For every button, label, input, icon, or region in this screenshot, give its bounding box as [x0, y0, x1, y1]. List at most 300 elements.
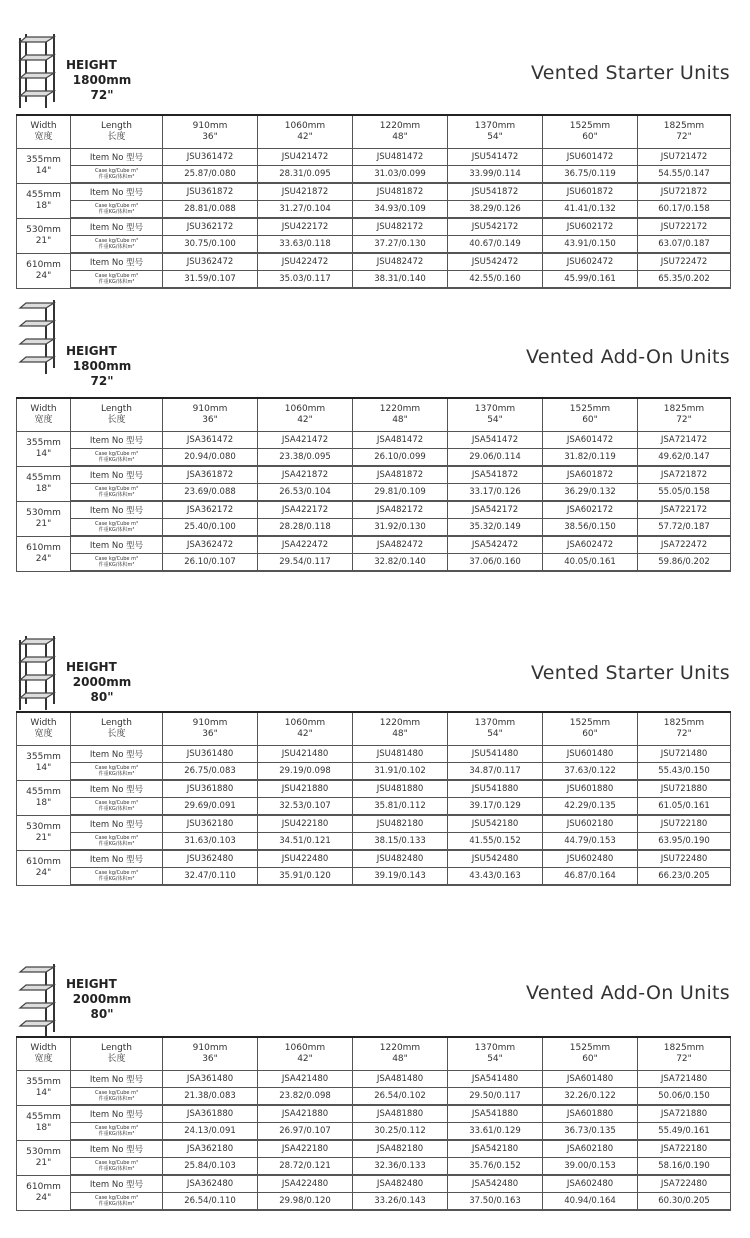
length-mm: 1220mm — [379, 403, 421, 414]
item-no-cell: JSU542472 — [448, 253, 543, 271]
width-in: 14" — [35, 165, 52, 176]
case-label-en: Case kg/Cube m³ — [95, 556, 138, 562]
case-cell: 26.10/0.107 — [163, 554, 258, 572]
item-no-cell: JSA541480 — [448, 1070, 543, 1088]
item-no-cell: JSU721880 — [638, 780, 731, 798]
case-cell: 23.82/0.098 — [258, 1088, 353, 1106]
length-in: 48" — [392, 131, 408, 142]
width-in: 18" — [35, 483, 52, 494]
length-col-header — [353, 398, 448, 431]
length-mm: 1825mm — [663, 717, 705, 728]
item-no-cell: JSA481472 — [353, 431, 448, 449]
item-no-cell: JSA422180 — [258, 1140, 353, 1158]
table-row — [17, 449, 731, 467]
table-row — [17, 431, 731, 449]
width-in: 18" — [35, 1122, 52, 1133]
case-cell: 29.50/0.117 — [448, 1088, 543, 1106]
height-heading: HEIGHT — [66, 977, 117, 991]
height-in: 80" — [90, 1007, 114, 1021]
item-no-cell: JSA482472 — [353, 536, 448, 554]
item-no-cell: JSA421480 — [258, 1070, 353, 1088]
width-mm: 455mm — [26, 786, 61, 797]
item-no-cell: JSU482180 — [353, 815, 448, 833]
width-mm: 610mm — [26, 856, 61, 867]
addon-shelf-icon — [16, 300, 60, 376]
case-label — [71, 166, 163, 184]
length-header — [71, 1037, 163, 1070]
case-label-en: Case kg/Cube m³ — [95, 203, 138, 209]
case-cell: 60.30/0.205 — [638, 1193, 731, 1211]
length-in: 36" — [202, 1053, 218, 1064]
case-cell: 38.56/0.150 — [543, 519, 638, 537]
width-in: 18" — [35, 797, 52, 808]
width-in: 14" — [35, 762, 52, 773]
width-in: 14" — [35, 448, 52, 459]
item-no-cell: JSA421872 — [258, 466, 353, 484]
length-col-header — [163, 398, 258, 431]
length-col-header — [638, 712, 731, 745]
case-label-en: Case kg/Cube m³ — [95, 1090, 138, 1096]
width-mm: 530mm — [26, 1146, 61, 1157]
item-no-cell: JSU542480 — [448, 850, 543, 868]
length-mm: 1060mm — [284, 403, 326, 414]
case-cell: 37.63/0.122 — [543, 763, 638, 781]
case-label — [71, 798, 163, 816]
length-col-header — [163, 712, 258, 745]
case-cell: 28.31/0.095 — [258, 166, 353, 184]
item-no-cell: JSU721472 — [638, 148, 731, 166]
case-cell: 26.10/0.099 — [353, 449, 448, 467]
width-mm: 355mm — [26, 154, 61, 165]
item-no-cell: JSA722180 — [638, 1140, 731, 1158]
height-heading: HEIGHT — [66, 58, 117, 72]
case-cell: 29.69/0.091 — [163, 798, 258, 816]
length-col-header — [353, 1037, 448, 1070]
table-row — [17, 253, 731, 271]
case-cell: 29.81/0.109 — [353, 484, 448, 502]
width-in: 24" — [35, 867, 52, 878]
length-mm: 1525mm — [569, 120, 611, 131]
width-cell — [17, 1105, 71, 1140]
case-cell: 35.76/0.152 — [448, 1158, 543, 1176]
case-cell: 28.28/0.118 — [258, 519, 353, 537]
item-no-cell: JSA542472 — [448, 536, 543, 554]
case-cell: 23.38/0.095 — [258, 449, 353, 467]
item-no-cell: JSA362480 — [163, 1175, 258, 1193]
length-header-cn: 长度 — [107, 1053, 126, 1064]
case-cell: 36.73/0.135 — [543, 1123, 638, 1141]
item-no-cell: JSA722480 — [638, 1175, 731, 1193]
section-title: Vented Starter Units — [530, 662, 730, 684]
item-no-cell: JSU721480 — [638, 745, 731, 763]
case-cell: 35.32/0.149 — [448, 519, 543, 537]
item-no-cell: JSA482180 — [353, 1140, 448, 1158]
length-header — [71, 712, 163, 745]
spec-table — [16, 397, 731, 572]
length-header-en: Length — [100, 120, 133, 131]
width-header-cn: 宽度 — [34, 728, 53, 739]
case-cell: 60.17/0.158 — [638, 201, 731, 219]
spec-table — [16, 711, 731, 886]
width-mm: 610mm — [26, 259, 61, 270]
width-header-en: Width — [30, 1042, 57, 1053]
case-cell: 40.94/0.164 — [543, 1193, 638, 1211]
item-no-label: Item No 型号 — [71, 148, 163, 166]
length-in: 48" — [392, 1053, 408, 1064]
table-row — [17, 148, 731, 166]
case-label — [71, 1193, 163, 1211]
item-no-label: Item No 型号 — [71, 1175, 163, 1193]
length-mm: 1220mm — [379, 717, 421, 728]
case-cell: 23.69/0.088 — [163, 484, 258, 502]
length-in: 60" — [582, 414, 598, 425]
case-cell: 39.19/0.143 — [353, 868, 448, 886]
case-cell: 38.15/0.133 — [353, 833, 448, 851]
case-cell: 35.81/0.112 — [353, 798, 448, 816]
section-title: Vented Starter Units — [530, 62, 730, 84]
item-no-label: Item No 型号 — [71, 218, 163, 236]
item-no-label: Item No 型号 — [71, 536, 163, 554]
item-no-cell: JSA362472 — [163, 536, 258, 554]
item-no-cell: JSU361880 — [163, 780, 258, 798]
length-mm: 1220mm — [379, 1042, 421, 1053]
width-in: 14" — [35, 1087, 52, 1098]
case-cell: 44.79/0.153 — [543, 833, 638, 851]
table-row — [17, 1070, 731, 1088]
length-col-header — [258, 712, 353, 745]
width-cell — [17, 431, 71, 466]
item-no-cell: JSU422172 — [258, 218, 353, 236]
item-no-cell: JSA602472 — [543, 536, 638, 554]
item-no-cell: JSU722472 — [638, 253, 731, 271]
case-cell: 50.06/0.150 — [638, 1088, 731, 1106]
height-label — [62, 344, 142, 389]
case-label-cn: 件重KG/体积m³ — [98, 492, 135, 498]
item-no-cell: JSA542172 — [448, 501, 543, 519]
item-no-cell: JSA601880 — [543, 1105, 638, 1123]
table-row — [17, 501, 731, 519]
item-no-cell: JSA722172 — [638, 501, 731, 519]
case-label-cn: 件重KG/体积m³ — [98, 174, 135, 180]
length-col-header — [448, 115, 543, 148]
width-header — [17, 1037, 71, 1070]
case-cell: 39.17/0.129 — [448, 798, 543, 816]
case-cell: 26.75/0.083 — [163, 763, 258, 781]
item-no-cell: JSU482472 — [353, 253, 448, 271]
height-heading: HEIGHT — [66, 660, 117, 674]
length-mm: 1370mm — [474, 1042, 516, 1053]
item-no-cell: JSA721872 — [638, 466, 731, 484]
width-mm: 355mm — [26, 751, 61, 762]
length-in: 60" — [582, 1053, 598, 1064]
table-row — [17, 484, 731, 502]
case-label-en: Case kg/Cube m³ — [95, 451, 138, 457]
item-no-label: Item No 型号 — [71, 815, 163, 833]
width-header-cn: 宽度 — [34, 1053, 53, 1064]
length-col-header — [258, 1037, 353, 1070]
case-cell: 31.03/0.099 — [353, 166, 448, 184]
case-label — [71, 1123, 163, 1141]
width-header-cn: 宽度 — [34, 414, 53, 425]
height-in: 80" — [90, 690, 114, 704]
case-label-en: Case kg/Cube m³ — [95, 800, 138, 806]
width-mm: 355mm — [26, 1076, 61, 1087]
case-cell: 32.53/0.107 — [258, 798, 353, 816]
item-no-cell: JSA722472 — [638, 536, 731, 554]
case-label-en: Case kg/Cube m³ — [95, 486, 138, 492]
item-no-cell: JSU362472 — [163, 253, 258, 271]
width-cell — [17, 1140, 71, 1175]
length-mm: 1060mm — [284, 1042, 326, 1053]
case-cell: 32.36/0.133 — [353, 1158, 448, 1176]
case-cell: 59.86/0.202 — [638, 554, 731, 572]
length-in: 54" — [487, 728, 503, 739]
case-cell: 29.54/0.117 — [258, 554, 353, 572]
case-cell: 33.17/0.126 — [448, 484, 543, 502]
width-mm: 530mm — [26, 821, 61, 832]
case-cell: 34.51/0.121 — [258, 833, 353, 851]
item-no-cell: JSA361480 — [163, 1070, 258, 1088]
item-no-cell: JSA541872 — [448, 466, 543, 484]
case-cell: 43.43/0.163 — [448, 868, 543, 886]
length-col-header — [638, 398, 731, 431]
case-cell: 37.06/0.160 — [448, 554, 543, 572]
width-in: 21" — [35, 832, 52, 843]
case-label — [71, 449, 163, 467]
case-label — [71, 554, 163, 572]
item-no-cell: JSA421880 — [258, 1105, 353, 1123]
case-label — [71, 236, 163, 254]
case-cell: 42.55/0.160 — [448, 271, 543, 289]
width-in: 21" — [35, 235, 52, 246]
width-in: 21" — [35, 518, 52, 529]
length-mm: 910mm — [192, 403, 228, 414]
length-col-header — [638, 1037, 731, 1070]
height-label — [62, 977, 142, 1022]
item-no-cell: JSU421480 — [258, 745, 353, 763]
case-label-en: Case kg/Cube m³ — [95, 168, 138, 174]
item-no-cell: JSU722480 — [638, 850, 731, 868]
case-label-en: Case kg/Cube m³ — [95, 273, 138, 279]
length-in: 72" — [676, 414, 692, 425]
item-no-cell: JSU602480 — [543, 850, 638, 868]
width-cell — [17, 501, 71, 536]
length-in: 54" — [487, 131, 503, 142]
case-cell: 25.40/0.100 — [163, 519, 258, 537]
width-in: 21" — [35, 1157, 52, 1168]
header-row — [17, 115, 731, 148]
width-cell — [17, 536, 71, 571]
case-cell: 31.91/0.102 — [353, 763, 448, 781]
item-no-cell: JSU481880 — [353, 780, 448, 798]
case-cell: 30.25/0.112 — [353, 1123, 448, 1141]
case-cell: 25.84/0.103 — [163, 1158, 258, 1176]
item-no-cell: JSA482172 — [353, 501, 448, 519]
item-no-cell: JSA361872 — [163, 466, 258, 484]
item-no-cell: JSU541872 — [448, 183, 543, 201]
length-col-header — [543, 1037, 638, 1070]
width-cell — [17, 466, 71, 501]
table-row — [17, 763, 731, 781]
item-no-label: Item No 型号 — [71, 780, 163, 798]
case-cell: 40.67/0.149 — [448, 236, 543, 254]
item-no-cell: JSU421872 — [258, 183, 353, 201]
item-no-cell: JSU721872 — [638, 183, 731, 201]
table-row — [17, 1123, 731, 1141]
item-no-cell: JSU601880 — [543, 780, 638, 798]
length-mm: 1525mm — [569, 717, 611, 728]
case-cell: 28.72/0.121 — [258, 1158, 353, 1176]
header-row — [17, 398, 731, 431]
case-cell: 26.54/0.110 — [163, 1193, 258, 1211]
case-label — [71, 868, 163, 886]
length-header-en: Length — [100, 1042, 133, 1053]
item-no-cell: JSA362180 — [163, 1140, 258, 1158]
item-no-cell: JSA601472 — [543, 431, 638, 449]
case-cell: 37.27/0.130 — [353, 236, 448, 254]
table-row — [17, 271, 731, 289]
item-no-cell: JSA721480 — [638, 1070, 731, 1088]
width-in: 18" — [35, 200, 52, 211]
length-col-header — [163, 115, 258, 148]
case-cell: 35.03/0.117 — [258, 271, 353, 289]
case-label-cn: 件重KG/体积m³ — [98, 1131, 135, 1137]
section-title: Vented Add-On Units — [526, 346, 730, 368]
item-no-cell: JSU482172 — [353, 218, 448, 236]
height-in: 72" — [90, 88, 114, 102]
item-no-cell: JSU481480 — [353, 745, 448, 763]
case-cell: 63.07/0.187 — [638, 236, 731, 254]
case-label-cn: 件重KG/体积m³ — [98, 1166, 135, 1172]
table-row — [17, 798, 731, 816]
item-no-cell: JSA481872 — [353, 466, 448, 484]
case-cell: 38.29/0.126 — [448, 201, 543, 219]
width-mm: 530mm — [26, 507, 61, 518]
table-row — [17, 1175, 731, 1193]
case-cell: 49.62/0.147 — [638, 449, 731, 467]
case-label-en: Case kg/Cube m³ — [95, 765, 138, 771]
case-cell: 58.16/0.190 — [638, 1158, 731, 1176]
length-mm: 1370mm — [474, 717, 516, 728]
item-no-cell: JSU421472 — [258, 148, 353, 166]
height-in: 72" — [90, 374, 114, 388]
case-cell: 39.00/0.153 — [543, 1158, 638, 1176]
item-no-cell: JSA601872 — [543, 466, 638, 484]
case-cell: 55.49/0.161 — [638, 1123, 731, 1141]
case-cell: 29.19/0.098 — [258, 763, 353, 781]
case-label — [71, 201, 163, 219]
case-cell: 29.06/0.114 — [448, 449, 543, 467]
case-cell: 36.75/0.119 — [543, 166, 638, 184]
item-no-label: Item No 型号 — [71, 1105, 163, 1123]
item-no-cell: JSA361880 — [163, 1105, 258, 1123]
item-no-cell: JSU361472 — [163, 148, 258, 166]
item-no-cell: JSA422172 — [258, 501, 353, 519]
table-row — [17, 166, 731, 184]
item-no-cell: JSA602172 — [543, 501, 638, 519]
item-no-cell: JSU602172 — [543, 218, 638, 236]
case-cell: 41.55/0.152 — [448, 833, 543, 851]
case-cell: 33.26/0.143 — [353, 1193, 448, 1211]
case-label-cn: 件重KG/体积m³ — [98, 244, 135, 250]
case-label-cn: 件重KG/体积m³ — [98, 209, 135, 215]
case-cell: 33.61/0.129 — [448, 1123, 543, 1141]
case-cell: 31.82/0.119 — [543, 449, 638, 467]
case-cell: 63.95/0.190 — [638, 833, 731, 851]
length-in: 42" — [297, 414, 313, 425]
length-col-header — [258, 115, 353, 148]
height-heading: HEIGHT — [66, 344, 117, 358]
case-label — [71, 763, 163, 781]
item-no-label: Item No 型号 — [71, 431, 163, 449]
case-label-cn: 件重KG/体积m³ — [98, 876, 135, 882]
item-no-cell: JSA362172 — [163, 501, 258, 519]
length-col-header — [353, 712, 448, 745]
item-no-cell: JSA602180 — [543, 1140, 638, 1158]
item-no-cell: JSU602472 — [543, 253, 638, 271]
table-row — [17, 745, 731, 763]
item-no-cell: JSA482480 — [353, 1175, 448, 1193]
case-cell: 61.05/0.161 — [638, 798, 731, 816]
item-no-cell: JSA542480 — [448, 1175, 543, 1193]
case-label — [71, 1158, 163, 1176]
case-cell: 65.35/0.202 — [638, 271, 731, 289]
width-mm: 455mm — [26, 472, 61, 483]
case-label-cn: 件重KG/体积m³ — [98, 562, 135, 568]
width-cell — [17, 780, 71, 815]
length-header-cn: 长度 — [107, 728, 126, 739]
table-row — [17, 466, 731, 484]
width-mm: 455mm — [26, 1111, 61, 1122]
length-col-header — [543, 115, 638, 148]
item-no-label: Item No 型号 — [71, 183, 163, 201]
item-no-cell: JSA481480 — [353, 1070, 448, 1088]
length-in: 36" — [202, 414, 218, 425]
item-no-cell: JSU361480 — [163, 745, 258, 763]
length-mm: 1825mm — [663, 403, 705, 414]
length-in: 48" — [392, 728, 408, 739]
length-in: 60" — [582, 728, 598, 739]
spec-table — [16, 114, 731, 289]
width-cell — [17, 253, 71, 288]
case-label-en: Case kg/Cube m³ — [95, 521, 138, 527]
item-no-cell: JSU422180 — [258, 815, 353, 833]
length-in: 36" — [202, 728, 218, 739]
case-label-cn: 件重KG/体积m³ — [98, 457, 135, 463]
length-mm: 1370mm — [474, 120, 516, 131]
length-header-cn: 长度 — [107, 414, 126, 425]
width-header-en: Width — [30, 717, 57, 728]
item-no-cell: JSU722180 — [638, 815, 731, 833]
case-cell: 31.63/0.103 — [163, 833, 258, 851]
item-no-cell: JSU541480 — [448, 745, 543, 763]
case-label-cn: 件重KG/体积m³ — [98, 1096, 135, 1102]
height-mm: 2000mm — [72, 675, 132, 689]
item-no-cell: JSA481880 — [353, 1105, 448, 1123]
case-cell: 55.43/0.150 — [638, 763, 731, 781]
case-label — [71, 519, 163, 537]
width-header-cn: 宽度 — [34, 131, 53, 142]
case-cell: 35.91/0.120 — [258, 868, 353, 886]
width-header — [17, 115, 71, 148]
table-row — [17, 815, 731, 833]
table-row — [17, 1193, 731, 1211]
item-no-cell: JSU481872 — [353, 183, 448, 201]
item-no-label: Item No 型号 — [71, 1070, 163, 1088]
item-no-cell: JSU361872 — [163, 183, 258, 201]
height-mm: 2000mm — [72, 992, 132, 1006]
case-cell: 45.99/0.161 — [543, 271, 638, 289]
